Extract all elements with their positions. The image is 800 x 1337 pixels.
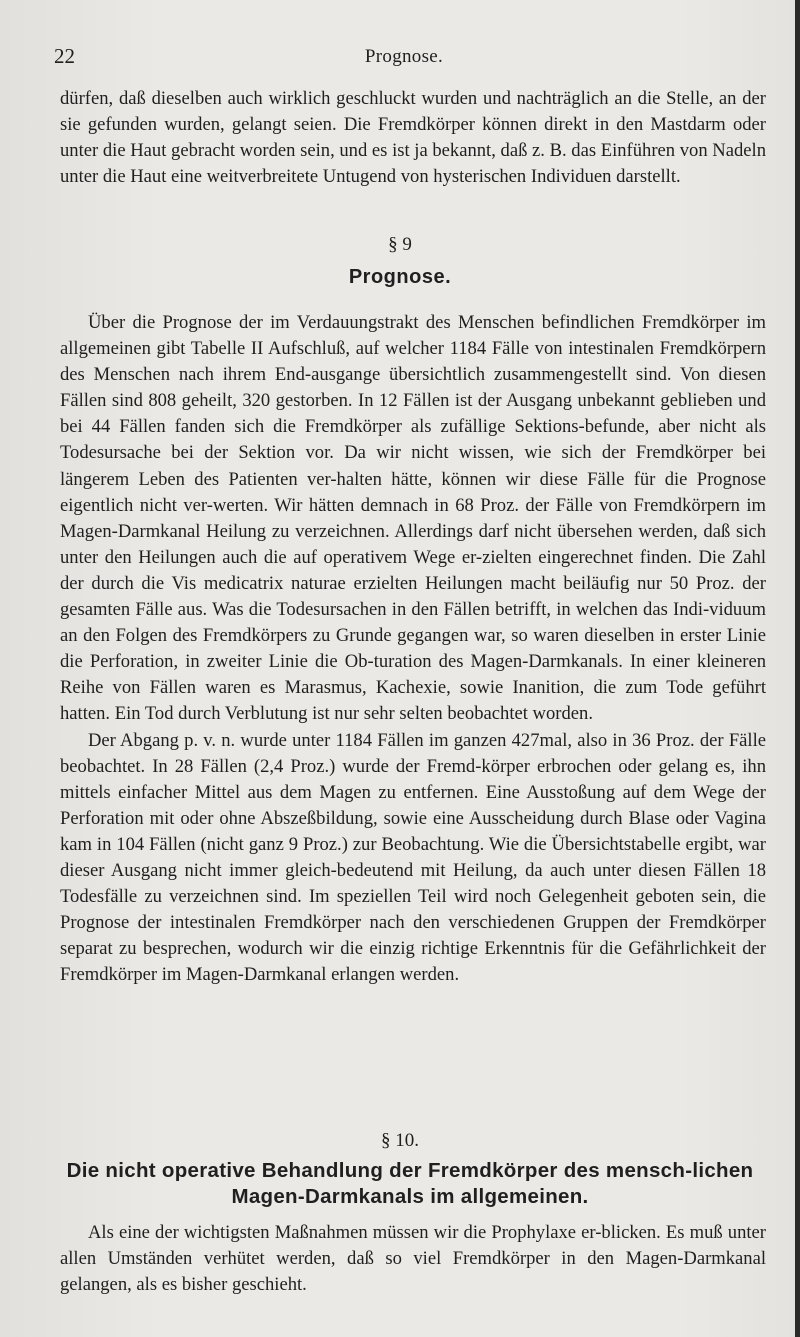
section-9-body bbox=[60, 310, 766, 988]
section-9-paragraph-2: Der Abgang p. v. n. wurde unter 1184 Fällen im ganzen 427mal, also in 36 Proz. der Fälle beobachtet. In 28 Fällen (2,4 Proz.) wurde der Fremd-körper erbrochen oder gelang es, ihn mittels einfacher Mittel aus dem Magen zu entfernen. Eine Ausstoßung auf dem Wege der Perforation mit oder ohne Abszeßbildung, sowie eine Ausscheidung durch Blase oder Vagina kam in 104 Fällen (nicht ganz 9 Proz.) zur Beobachtung. Wie die Übersichtstabelle ergibt, war dieser Ausgang nicht immer gleich-bedeutend mit Heilung, da auch unter diesen Fällen 18 Todesfälle zu verzeichnen sind. Im speziellen Teil wird noch Gelegenheit geboten sein, die Prognose der intestinalen Fremdkörper nach den verschiedenen Gruppen der Fremdkörper separat zu besprechen, wodurch wir die einzig richtige Erkenntnis für die Gefährlichkeit der Fremdkörper im Magen-Darmkanal erlangen werden. bbox=[60, 729, 766, 986]
intro-text bbox=[60, 86, 766, 190]
section-10-body bbox=[60, 1220, 766, 1298]
running-head: Prognose. bbox=[364, 46, 444, 67]
section-9-title: Prognose. bbox=[348, 266, 452, 288]
section-10-title: Die nicht operative Behandlung der Fremdkörper des mensch-lichen Magen-Darmkanals im allgemeinen. bbox=[66, 1159, 754, 1208]
page-header bbox=[54, 44, 754, 74]
intro-paragraph: dürfen, daß dieselben auch wirklich geschluckt wurden und nachträglich an die Stelle, an der sie gefunden wurden, gelangt seien. Die Fremdkörper können direkt in den Mastdarm oder unter die Haut gebracht worden sein, und es ist ja bekannt, daß z. B. das Einführen von Nadeln unter die Haut eine weitverbreitete Untugend von hysterischen Individuen darstellt. bbox=[60, 88, 766, 188]
section-9-paragraph-1: Über die Prognose der im Verdauungstrakt des Menschen befindlichen Fremdkörper im allgemeinen gibt Tabelle II Aufschluß, auf welcher 1184 Fälle von intestinalen Fremdkörpern des Menschen nach ihrem End-ausgange übersichtlich zusammengestellt sind. Von diesen Fällen sind 808 geheilt, 320 gestorben. In 12 Fällen ist der Ausgang unbekannt geblieben und bei 44 Fällen fanden sich die Fremdkörper als zufällige Sektions-befunde, aber nicht als Todesursache bei der Sektion vor. Da wir nicht wissen, wie sich der Fremdkörper bei längerem Leben des Patienten ver-halten hätte, können wir diese Fälle für die Prognose eigentlich nicht ver-werten. Wir hätten demnach in 68 Proz. der Fälle von Fremdkörpern im Magen-Darmkanal Heilung zu verzeichnen. Allerdings darf nicht übersehen werden, daß sich unter den Heilungen auch die auf operativem Wege er-zielten eingerechnet finden. Die Zahl der durch die Vis medicatrix naturae erzielten Heilungen macht beiläufig nur 50 Proz. der gesamten Fälle aus. Was die Todesursachen in den Fällen betrifft, in welchen das Indi-viduum an den Folgen des Fremdkörpers zu Grunde gegangen war, so waren dieselben in erster Linie die Perforation, in zweiter Linie die Ob-turation des Magen-Darmkanals. In einer kleineren Reihe von Fällen waren es Marasmus, Kachexie, sowie Inanition, die zum Tode geführt hatten. Ein Tod durch Verblutung ist nur sehr selten beobachtet worden. bbox=[60, 312, 766, 725]
section-9-mark: § 9 bbox=[388, 234, 412, 255]
section-10-paragraph-1: Als eine der wichtigsten Maßnahmen müssen wir die Prophylaxe er-blicken. Es muß unter allen Umständen verhütet werden, daß so viel Fremdkörper in den Magen-Darmkanal gelangen, als es bisher geschieht. bbox=[60, 1222, 766, 1296]
section-10-mark: § 10. bbox=[381, 1130, 419, 1151]
page-number: 22 bbox=[54, 44, 75, 68]
